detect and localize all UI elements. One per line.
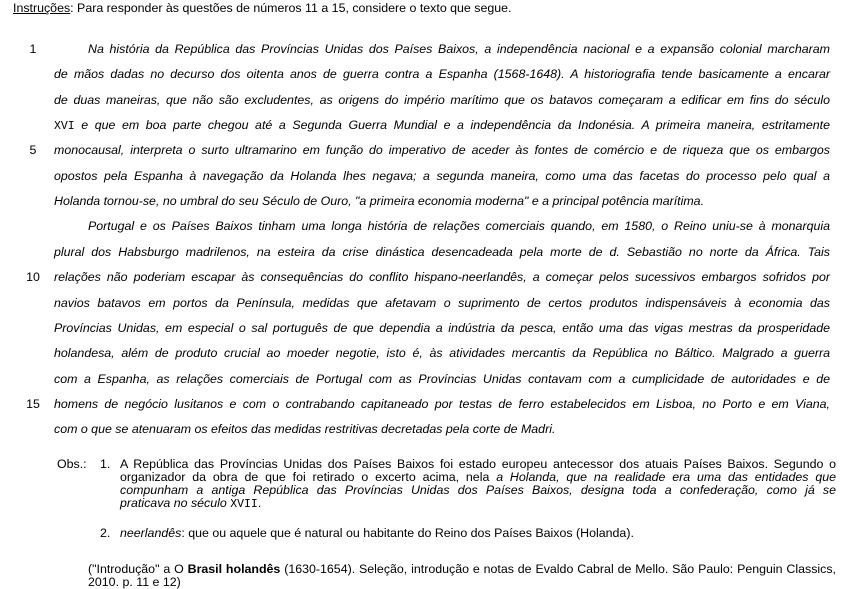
text-line-12: Províncias Unidas, em especial o sal português de que dependia a indústria da pesca, então uma das vigas mestras da prosperidade xyxy=(54,321,830,335)
term-neerlandes: neerlandês xyxy=(120,526,182,540)
citation-line-2: 2010. p. 11 e 12) xyxy=(88,575,181,589)
text-line-14: com a Espanha, as relações comerciais de Portugal com as Províncias Unidas contavam com a cumplicidade de autoridades e de xyxy=(54,372,830,386)
line-number-15: 15 xyxy=(26,397,40,411)
century-xvii: XVII xyxy=(230,498,258,511)
instructions xyxy=(13,0,511,16)
text-line-15: homens de negócio lusitanos e com o contrabando capitaneado por testas de ferro estabelecidos em Lisboa, no Porto e em Viana, xyxy=(54,397,830,411)
line-number-5: 5 xyxy=(29,143,37,157)
obs-number-2: 2. xyxy=(100,526,111,540)
obs-number-1: 1. xyxy=(100,457,111,471)
text-line-13: holandesa, além de produto crucial ao moeder negotie, isto é, às atividades mercantis da República no Báltico. Malgrado a guerra xyxy=(54,346,830,360)
instructions-label: Instruções xyxy=(13,1,71,15)
obs-label: Obs.: xyxy=(57,457,87,471)
citation-line-1: ("Introdução" a O Brasil holandês (1630-1654). Seleção, introdução e notas de Evaldo Cabral de Mello. São Paulo: Penguin Classics, xyxy=(88,562,836,576)
obs-note-1-line-4: praticava no século XVII. xyxy=(120,496,262,511)
text-line-9: plural dos Habsburgo madrilenos, na esteira da crise dinástica desencadeada pela morte de d. Sebastião no norte da África. Tais xyxy=(54,245,830,259)
obs-note-2: neerlandês: que ou aquele que é natural ou habitante do Reino dos Países Baixos (Holanda). xyxy=(120,526,634,540)
text-line-16: com o que se atenuaram os efeitos das medidas restritivas decretadas pela corte de Madri. xyxy=(54,422,556,436)
text-line-2: de mãos dadas no decurso dos oitenta anos de guerra contra a Espanha (1568-1648). A historiografia tende basicamente a encarar xyxy=(54,67,830,81)
text-line-10: relações não poderiam escapar às consequências do conflito hispano-neerlandês, a começar pelos sucessivos embargos sofridos por xyxy=(54,270,830,284)
line-number-10: 10 xyxy=(26,270,40,284)
text-line-3: de duas maneiras, que não são excludentes, as origens do império marítimo que os batavos começaram a edificar em fins do século xyxy=(54,93,830,107)
text-line-6: opostos pela Espanha à navegação da Holanda lhes negava; a segunda maneira, como uma das facetas do processo pelo qual a xyxy=(54,169,830,183)
text-line-5: monocausal, interpreta o surto ultramarino em função do imperativo de aceder às fontes de comércio e de riqueza que os embargos xyxy=(54,143,830,157)
instructions-text: : Para responder às questões de números 11 a 15, considere o texto que segue. xyxy=(70,1,512,15)
text-line-8: Portugal e os Países Baixos tinham uma longa história de relações comerciais quando, em 1580, o Reino uniu-se à monarquia xyxy=(88,219,830,233)
obs-note-1-line-3: compunham a antiga República das Províncias Unidas dos Países Baixos, designa toda a confederação, como já se xyxy=(120,483,836,497)
text-line-11: navios batavos em portos da Península, medidas que afetavam o suprimento de certos produtos indispensáveis à economia das xyxy=(54,296,830,310)
text-line-1: Na história da República das Províncias Unidas dos Países Baixos, a independência nacional e a expansão colonial marcharam xyxy=(88,42,830,56)
obs-note-1-line-1: A República das Províncias Unidas dos Países Baixos foi estado europeu antecessor dos atuais Países Baixos. Segundo o xyxy=(120,457,836,471)
line-number-1: 1 xyxy=(29,42,37,56)
text-line-7: Holanda tornou-se, no umbral do seu Século de Ouro, "a primeira economia moderna" e a principal potência marítima. xyxy=(54,194,705,208)
book-title: Brasil holandês xyxy=(187,562,281,576)
text-line-4: XVI e que em boa parte chegou até a Segunda Guerra Mundial e a independência da Indonésia. A primeira maneira, estritamente xyxy=(54,118,830,133)
obs-note-1-line-2: organizador da obra de que foi retirado o excerto acima, nela a Holanda, que na realidade era uma das entidades que xyxy=(120,470,837,484)
century-xvi: XVI xyxy=(54,120,75,133)
